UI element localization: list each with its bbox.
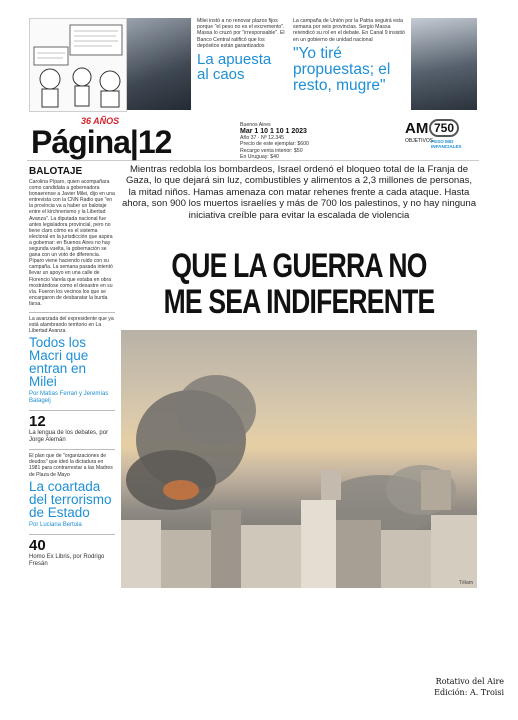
debates-teaser[interactable]: La lengua de los debates, por Jorge Alemán: [29, 430, 109, 444]
gaza-bombing-photo: [121, 330, 477, 588]
cartoon-drawing: [30, 19, 126, 111]
divider: [29, 449, 115, 450]
lead-deck: Mientras redobla los bombardeos, Israel ordenó el bloqueo total de la Franja de Gaza, lo que dejará sin luz, combustibles y alimentos a 2,3 millones de personas, la mitad niños. Hamas amenaza con matar rehenes frente a cada ataque. Hasta ahora, son 900 los muertos israelíes y más de 700 los palestinos, y no hay ninguna iniciativa creíble para evitar la escalada de violencia: [121, 164, 477, 221]
teaser1-body: Milei instó a no renovar plazos fijos porque "el peso no es el excremento". Massa lo cruzó por "irresponsable". El Banco Central ratificó que los depósitos están garantizados: [197, 18, 285, 49]
masthead: [27, 116, 479, 161]
terrorismo-author: Por Luciana Bertoia: [29, 521, 82, 528]
massa-photo: [411, 18, 477, 110]
recargo: Recargo venta interior: $50: [240, 147, 303, 154]
divider: [29, 410, 115, 411]
am-logo[interactable]: AM: [405, 120, 429, 137]
headline-line-2: ME SEA INDIFERENTE: [163, 283, 435, 321]
anniversary-label: 36 AÑOS: [81, 116, 120, 126]
photo-credit: Télam: [459, 580, 473, 586]
teaser1-headline: La apuesta al caos: [197, 51, 272, 84]
uruguay-price: En Uruguay: $40: [240, 153, 279, 160]
teaser2-headline: "Yo tiré propuestas; el resto, mugre": [293, 44, 391, 94]
teaser-milei[interactable]: [197, 18, 285, 82]
teaser-massa[interactable]: [293, 18, 409, 94]
am-frequency[interactable]: 750: [429, 119, 459, 137]
macri-story-author: Por Matías Ferrari y Jeremías Batagelj: [29, 391, 109, 405]
balotaje-body: Carolina Píparo, quien acompañara como candidata a gobernadora bonaerense a Javier Milei, dijo en una entrevista con la CNN Radio que "en la provincia va a haber un balotaje entre el kirchnerismo y la Libertad Avanza". La diputada nacional fue antes legisladora provincial, pero no tiene claro cómo es el sistema electoral en la jurisdicción que aspira a gobernar: en Buenos Aires no hay segunda vuelta, la gobernación se gana con un voto de diferencia. Píparo viene haciendo ruido con su campaña. La semana pasada intentó llevar un apoyo en una calle de Florencio Varela que estaba en obra mostrándose como el desastre en su vía. Fueron los vecinos los que se encargaron de desbaratar la burda farsa.: [29, 179, 115, 307]
macri-story-headline[interactable]: Todos los Macri que entran en Milei: [29, 335, 89, 390]
terrorismo-headline[interactable]: La coartada del terrorismo de Estado: [29, 478, 112, 520]
newspaper-front-page: [27, 16, 479, 594]
cartoon: [29, 18, 127, 112]
top-strip: [27, 16, 479, 112]
edition-footer: [434, 676, 504, 698]
headline-line-1: QUE LA GUERRA NO: [171, 247, 427, 285]
footer-line-2: Edición: A. Troisi: [434, 688, 504, 697]
smoke-and-buildings: [121, 330, 477, 588]
issue-number: Año 37 · Nº 12.345: [240, 135, 285, 142]
peso-tag: PESO MID INFANCIALES: [431, 139, 462, 149]
teaser2-body: La campaña de Unión por la Patria seguirá esta semana por seis provincias. Sergio Massa reivindicó su rol en el debate. En Canal 9 insistió en un gobierno de unidad nacional: [293, 18, 405, 43]
divider: [29, 534, 115, 535]
issue-info: [240, 122, 350, 160]
page-ref-40: 40: [29, 536, 46, 554]
left-column: [29, 166, 115, 568]
macri-story-kicker: La avanzada del expresidente que ya está alambrando territorio en La Libertad Avanza: [29, 315, 114, 335]
footer-line-1: Rotativo del Aire: [435, 677, 504, 686]
page-ref-12: 12: [29, 413, 46, 431]
milei-photo: [127, 18, 191, 110]
section-title-balotaje: BALOTAJE: [29, 166, 83, 177]
divider: [29, 312, 115, 313]
am-sub: OBJETIVOS: [405, 138, 434, 144]
terrorismo-kicker: El plan que de "organizaciones de deudos" que ideó la dictadura en 1981 para contrarrestar a las Madres de Plaza de Mayo: [29, 453, 113, 478]
homo-ex-libris-teaser[interactable]: Homo Ex Libris, por Rodrigo Fresán: [29, 553, 105, 567]
issue-date: Mar 1 10 1 10 1 2023: [240, 128, 307, 136]
price: Precio de este ejemplar: $600: [240, 141, 309, 148]
newspaper-logo[interactable]: Página|12: [31, 124, 172, 160]
main-headline[interactable]: [160, 248, 438, 320]
city: Buenos Aires: [240, 122, 271, 128]
